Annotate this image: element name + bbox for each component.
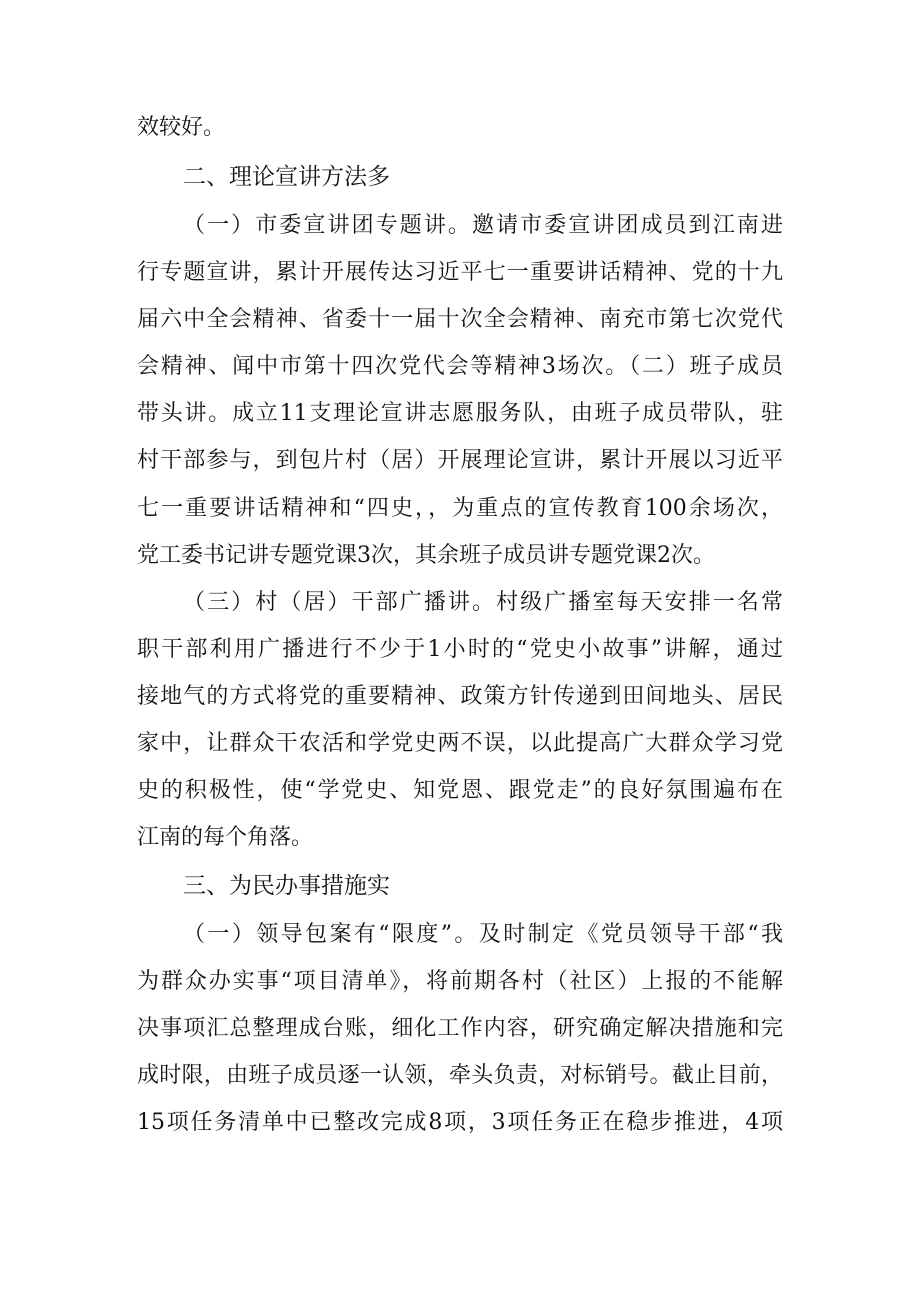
paragraph-line: 七一重要讲话精神和“四史，，为重点的宣传教育100余场次，: [137, 496, 783, 521]
paragraph-line: 效较好。: [137, 115, 226, 140]
paragraph-line: 决事项汇总整理成台账，细化工作内容，研究确定解决措施和完: [137, 1016, 783, 1041]
section-heading-2: 二、理论宣讲方法多: [183, 164, 390, 190]
paragraph-line: （三）村（居）干部广播讲。村级广播室每天安排一名常: [183, 590, 783, 615]
paragraph-line: 届六中全会精神、省委十一届十次全会精神、南充市第七次党代: [137, 307, 783, 332]
paragraph-line: （一）市委宣讲团专题讲。邀请市委宣讲团成员到江南进: [183, 213, 783, 238]
section-heading-3: 三、为民办事措施实: [183, 873, 390, 899]
paragraph-line: 15项任务清单中已整改完成8项，3项任务正在稳步推进，4项: [137, 1110, 783, 1135]
paragraph-line: （一）领导包案有“限度”。及时制定《党员领导干部“我: [183, 922, 783, 947]
paragraph-line: 会精神、闻中市第十四次党代会等精神3场次。（二）班子成员: [137, 354, 783, 379]
paragraph-line: 职干部利用广播进行不少于1小时的“党史小故事”讲解，通过: [137, 637, 783, 662]
paragraph-line: 史的积极性，使“学党史、知党恩、跟党走”的良好氛围遍布在: [137, 778, 783, 803]
paragraph-line: 家中，让群众干农活和学党史两不误，以此提高广大群众学习党: [137, 731, 783, 756]
paragraph-line: 村干部参与，到包片村（居）开展理论宣讲，累计开展以习近平: [137, 448, 783, 473]
paragraph-line: 党工委书记讲专题党课3次，其余班子成员讲专题党课2次。: [137, 543, 715, 568]
paragraph-line: 带头讲。成立11支理论宣讲志愿服务队，由班子成员带队，驻: [137, 401, 783, 426]
paragraph-line: 江南的每个角落。: [137, 825, 314, 850]
paragraph-line: 行专题宣讲，累计开展传达习近平七一重要讲话精神、党的十九: [137, 260, 783, 285]
paragraph-line: 为群众办实事“项目清单》，将前期各村（社区）上报的不能解: [137, 969, 783, 994]
paragraph-line: 成时限，由班子成员逐一认领，牵头负责，对标销号。截止目前，: [137, 1063, 783, 1088]
paragraph-line: 接地气的方式将党的重要精神、政策方针传递到田间地头、居民: [137, 684, 783, 709]
